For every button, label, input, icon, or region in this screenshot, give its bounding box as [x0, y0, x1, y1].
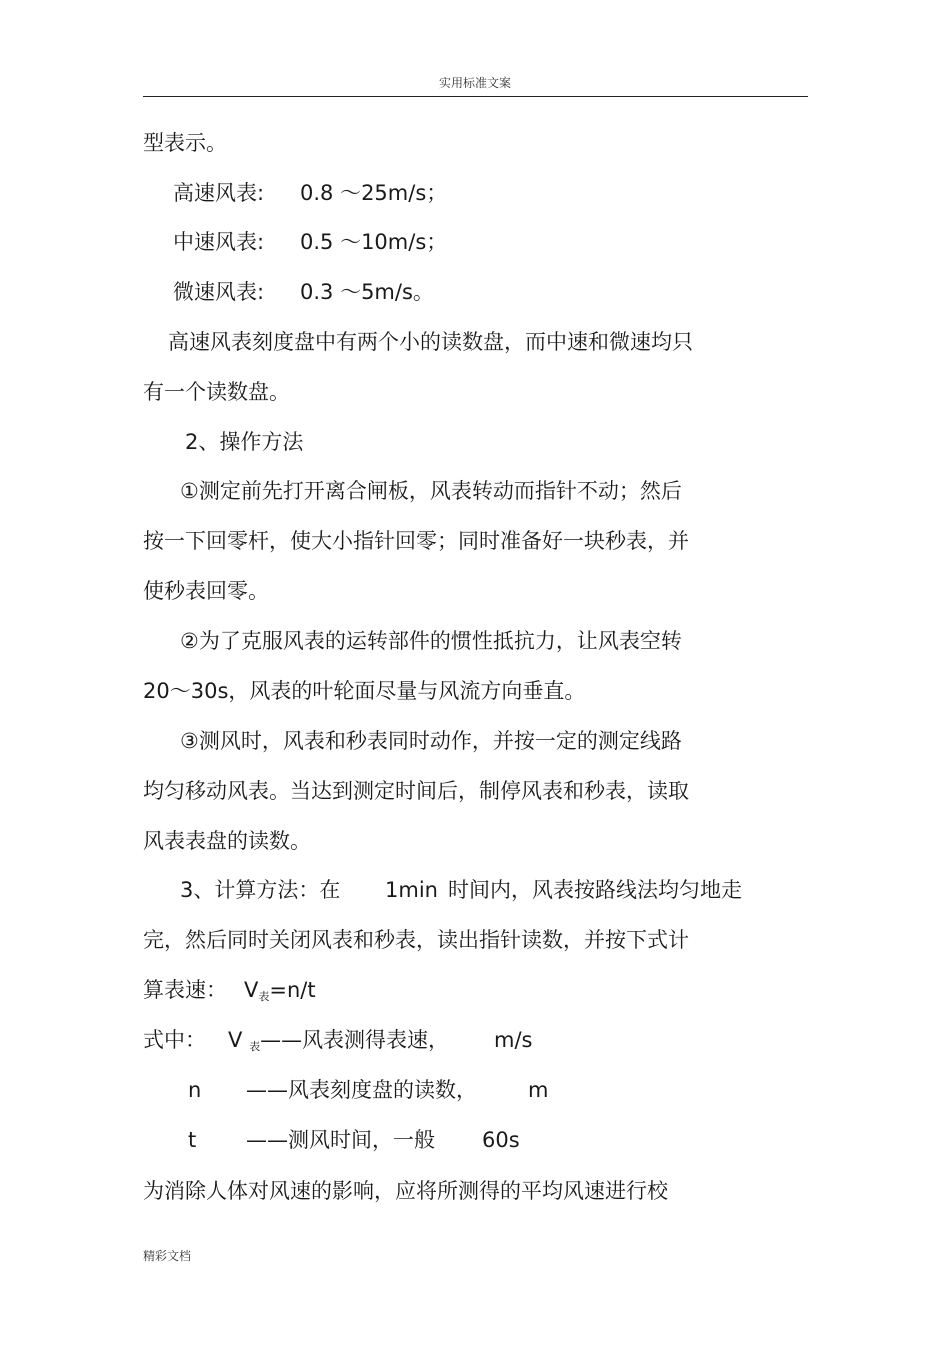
- page-footer-label: 精彩文档: [143, 1249, 192, 1263]
- text-segment: 时间内，风表按路线法均匀地走: [448, 878, 742, 902]
- term-description: ——风表刻度盘的读数，: [246, 1078, 477, 1102]
- formula-expression: =n/t: [269, 978, 316, 1002]
- range-medium-speed: 0.5 ～10m/s；: [300, 230, 448, 254]
- label-medium-speed-meter: 中速风表:: [173, 230, 265, 254]
- text-line: 有一个读数盘。: [143, 380, 290, 404]
- text-line: 20～30s，风表的叶轮面尽量与风流方向垂直。: [143, 679, 586, 703]
- text-line: 高速风表刻度盘中有两个小的读数盘，而中速和微速均只: [168, 330, 693, 354]
- text-line: 按一下回零杆，使大小指针回零；同时准备好一块秒表，并: [143, 529, 689, 553]
- text-line: 为消除人体对风速的影响，应将所测得的平均风速进行校: [143, 1179, 668, 1203]
- term-description: ——风表测得表速，: [260, 1028, 450, 1052]
- formula-subscript: 表: [249, 1040, 261, 1053]
- text-segment: 算表速：: [143, 978, 227, 1002]
- formula-variable: V: [228, 1028, 243, 1052]
- page-header-title: 实用标准文案: [438, 76, 511, 90]
- term-description: ——测风时间，一般: [246, 1128, 435, 1152]
- formula-variable: t: [188, 1128, 197, 1152]
- time-value: 60s: [482, 1128, 520, 1152]
- header-divider: [143, 96, 808, 97]
- text-line: 完，然后同时关闭风表和秒表，读出指针读数，并按下式计: [143, 928, 689, 952]
- section-heading: 3、计算方法：在: [180, 878, 341, 902]
- text-segment: 式中：: [143, 1028, 206, 1052]
- text-line: 型表示。: [143, 131, 227, 155]
- text-line: ②为了克服风表的运转部件的惯性抵抗力，让风表空转: [180, 629, 682, 653]
- text-line: 风表表盘的读数。: [143, 829, 311, 853]
- time-value: 1min: [385, 878, 438, 902]
- label-high-speed-meter: 高速风表:: [173, 181, 265, 205]
- unit: m/s: [494, 1028, 533, 1052]
- text-line: 均匀移动风表。当达到测定时间后，制停风表和秒表，读取: [143, 779, 689, 803]
- formula-variable: V: [244, 978, 259, 1002]
- unit: m: [528, 1078, 549, 1102]
- formula-term: [228, 1027, 449, 1057]
- section-heading: 2、操作方法: [185, 430, 304, 454]
- range-micro-speed: 0.3 ～5m/s。: [300, 280, 434, 304]
- text-line: 使秒表回零。: [143, 579, 269, 603]
- formula: [244, 977, 316, 1007]
- label-micro-speed-meter: 微速风表:: [173, 280, 265, 304]
- text-line: ①测定前先打开离合闸板，风表转动而指针不动；然后: [180, 479, 682, 503]
- text-line: ③测风时，风表和秒表同时动作，并按一定的测定线路: [180, 729, 682, 753]
- formula-variable: n: [188, 1078, 202, 1102]
- formula-subscript: 表: [258, 990, 270, 1003]
- range-high-speed: 0.8 ～25m/s；: [300, 181, 448, 205]
